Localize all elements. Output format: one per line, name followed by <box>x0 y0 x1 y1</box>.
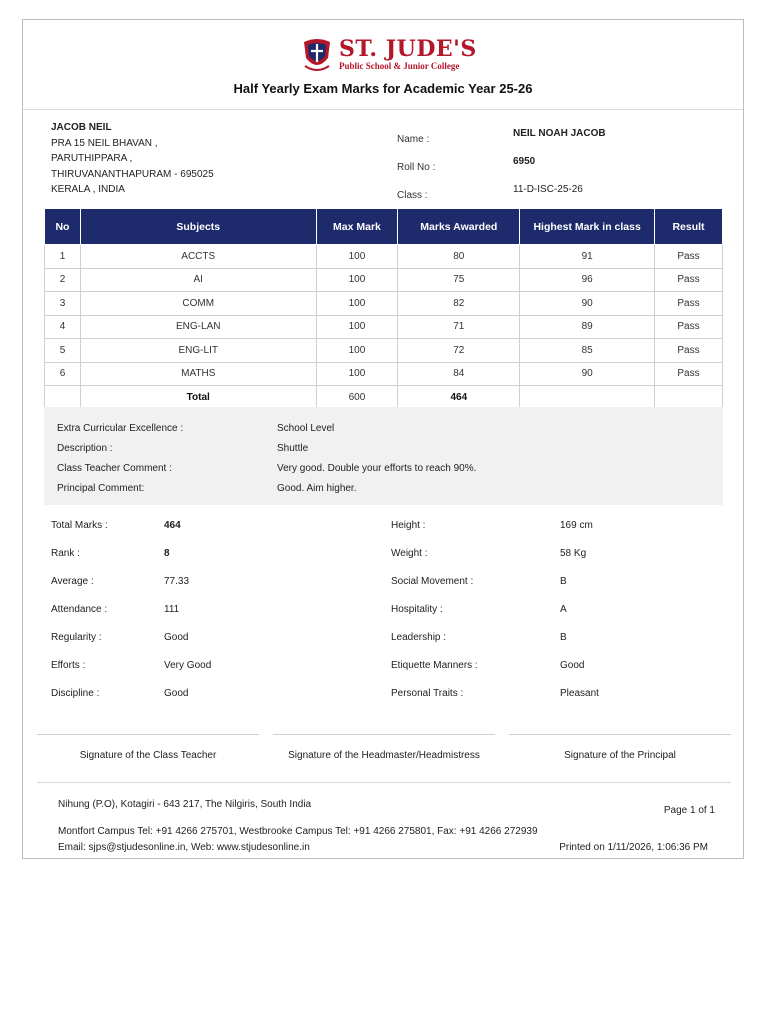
table-header-row <box>45 209 723 245</box>
column-header: Subjects <box>80 209 316 245</box>
brand-block <box>339 37 477 72</box>
stat-value: 58 Kg <box>560 548 587 559</box>
table-row <box>45 268 723 292</box>
table-cell: Pass <box>655 315 723 339</box>
table-cell: 100 <box>316 292 398 316</box>
table-cell: Pass <box>655 245 723 269</box>
table-cell: COMM <box>80 292 316 316</box>
table-cell: AI <box>80 268 316 292</box>
footer-address: Nihung (P.O), Kotagiri - 643 217, The Nilgiris, South India <box>58 799 312 810</box>
table-cell: Pass <box>655 362 723 386</box>
printed-timestamp: Printed on 1/11/2026, 1:06:36 PM <box>559 842 708 853</box>
extras-value: Very good. Double your efforts to reach 90%. <box>277 463 477 474</box>
signature-line <box>273 734 495 735</box>
column-header: No <box>45 209 81 245</box>
table-row <box>45 362 723 386</box>
column-header: Marks Awarded <box>398 209 520 245</box>
stat-label: Attendance : <box>51 604 108 615</box>
table-cell: 75 <box>398 268 520 292</box>
total-row <box>45 386 723 410</box>
stat-value: Very Good <box>164 660 212 671</box>
school-crest-icon <box>301 36 333 72</box>
stat-value: 77.33 <box>164 576 190 587</box>
parent-name: JACOB NEIL <box>51 122 112 133</box>
stat-value: Good <box>164 632 189 643</box>
table-cell: 84 <box>398 362 520 386</box>
extras-label: Principal Comment: <box>57 483 145 494</box>
column-header: Max Mark <box>316 209 398 245</box>
school-subtitle: Public School & Junior College <box>339 60 460 71</box>
stat-label: Etiquette Manners : <box>391 660 478 671</box>
stats-left-labels <box>51 512 108 708</box>
stat-value: Good <box>560 660 585 671</box>
student-values <box>513 120 606 204</box>
signature-line <box>37 734 259 735</box>
roll-label: Roll No : <box>397 162 436 173</box>
mailing-address <box>51 120 214 198</box>
table-cell: 72 <box>398 339 520 363</box>
table-cell: 96 <box>520 268 655 292</box>
stats-left-values <box>164 512 211 708</box>
extra-curricular-panel <box>44 407 723 505</box>
stat-label: Weight : <box>391 548 428 559</box>
total-label: Total <box>80 386 316 410</box>
extras-values <box>277 419 476 499</box>
stat-value: B <box>560 632 567 643</box>
stat-label: Social Movement : <box>391 576 474 587</box>
exam-title: Half Yearly Exam Marks for Academic Year 25-26 <box>233 81 533 96</box>
total-max: 600 <box>316 386 398 410</box>
table-cell: 80 <box>398 245 520 269</box>
table-cell: 6 <box>45 362 81 386</box>
marks-table <box>44 208 723 410</box>
signature-principal: Signature of the Principal <box>564 750 676 761</box>
table-cell: Pass <box>655 268 723 292</box>
table-row <box>45 292 723 316</box>
table-cell: 71 <box>398 315 520 339</box>
table-cell: 100 <box>316 315 398 339</box>
address-line: KERALA , INDIA <box>51 184 125 195</box>
footer-divider <box>37 782 731 783</box>
table-cell: 100 <box>316 339 398 363</box>
class-value: 11-D-ISC-25-26 <box>513 184 583 195</box>
table-cell: 3 <box>45 292 81 316</box>
footer-phones: Montfort Campus Tel: +91 4266 275701, Westbrooke Campus Tel: +91 4266 275801, Fax: +91 4266 272939 <box>58 826 538 837</box>
table-cell: 100 <box>316 245 398 269</box>
rank-value: 8 <box>164 548 170 559</box>
stat-label: Efforts : <box>51 660 86 671</box>
student-labels <box>397 126 435 210</box>
column-header: Result <box>655 209 723 245</box>
table-cell <box>45 386 81 410</box>
stat-value: Good <box>164 688 189 699</box>
stat-value: B <box>560 576 567 587</box>
table-cell <box>520 386 655 410</box>
stat-value: 169 cm <box>560 520 593 531</box>
header <box>23 20 743 110</box>
signature-line <box>509 734 731 735</box>
table-cell: 1 <box>45 245 81 269</box>
table-row <box>45 315 723 339</box>
column-header: Highest Mark in class <box>520 209 655 245</box>
table-cell <box>655 386 723 410</box>
table-cell: 90 <box>520 362 655 386</box>
table-cell: 90 <box>520 292 655 316</box>
page-number: Page 1 of 1 <box>663 805 715 816</box>
report-card <box>22 19 744 859</box>
name-label: Name : <box>397 134 430 145</box>
address-line: THIRUVANANTHAPURAM - 695025 <box>51 168 214 180</box>
table-cell: 2 <box>45 268 81 292</box>
table-cell: 85 <box>520 339 655 363</box>
table-cell: ENG-LAN <box>80 315 316 339</box>
stat-label: Regularity : <box>51 632 102 643</box>
address-line: PRA 15 NEIL BHAVAN , <box>51 137 158 149</box>
stats-right-labels <box>391 512 478 708</box>
extras-label: Class Teacher Comment : <box>57 463 172 474</box>
school-logo <box>301 34 477 74</box>
stat-label: Rank : <box>51 548 80 559</box>
table-cell: Pass <box>655 339 723 363</box>
stat-label: Leadership : <box>391 632 447 643</box>
table-cell: 89 <box>520 315 655 339</box>
address-line: PARUTHIPPARA , <box>51 153 133 164</box>
table-cell: MATHS <box>80 362 316 386</box>
extras-value: School Level <box>277 423 335 434</box>
signature-headmaster: Signature of the Headmaster/Headmistress <box>288 750 480 761</box>
table-row <box>45 245 723 269</box>
total-marks-value: 464 <box>164 520 181 531</box>
extras-labels <box>57 419 183 499</box>
stat-label: Discipline : <box>51 688 100 699</box>
stat-value: Pleasant <box>560 688 599 699</box>
school-name: ST. JUDE'S <box>339 35 477 62</box>
table-cell: ACCTS <box>80 245 316 269</box>
stat-label: Personal Traits : <box>391 688 464 699</box>
table-cell: Pass <box>655 292 723 316</box>
stat-label: Hospitality : <box>391 604 443 615</box>
table-cell: 4 <box>45 315 81 339</box>
footer-contact: Email: sjps@stjudesonline.in, Web: www.stjudesonline.in <box>58 842 310 853</box>
extras-value: Shuttle <box>277 443 309 454</box>
extras-label: Extra Curricular Excellence : <box>57 423 184 434</box>
extras-value: Good. Aim higher. <box>277 483 357 494</box>
table-row <box>45 339 723 363</box>
extras-label: Description : <box>57 443 113 454</box>
stats-right-values <box>560 512 599 708</box>
table-cell: 82 <box>398 292 520 316</box>
table-cell: 5 <box>45 339 81 363</box>
stat-value: A <box>560 604 567 615</box>
table-cell: 100 <box>316 268 398 292</box>
stat-label: Height : <box>391 520 426 531</box>
table-cell: 100 <box>316 362 398 386</box>
stat-label: Total Marks : <box>51 520 108 531</box>
header-divider <box>23 109 743 110</box>
student-name: NEIL NOAH JACOB <box>513 128 606 139</box>
table-cell: 91 <box>520 245 655 269</box>
table-cell: ENG-LIT <box>80 339 316 363</box>
stat-value: 111 <box>164 604 180 615</box>
total-awarded: 464 <box>398 386 520 410</box>
roll-number: 6950 <box>513 156 536 167</box>
stat-label: Average : <box>51 576 94 587</box>
signature-class-teacher: Signature of the Class Teacher <box>79 750 217 761</box>
class-label: Class : <box>397 190 428 201</box>
